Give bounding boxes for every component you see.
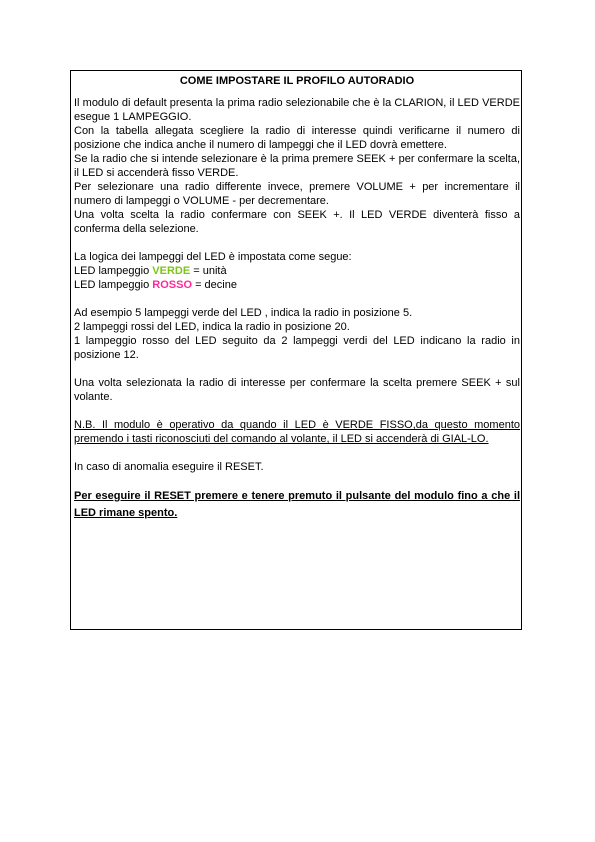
spacer <box>74 292 520 306</box>
intro-line-4: Per selezionare una radio differente invece, premere VOLUME + per incrementare il numero di lampeggi o VOLUME - per decrementare. <box>74 181 520 207</box>
document-frame <box>70 70 522 630</box>
logic-heading: La logica dei lampeggi del LED è impostata come segue: <box>74 251 352 263</box>
logic-red-suffix: = decine <box>192 279 237 291</box>
example-line-3: 1 lampeggio rosso del LED seguito da 2 lampeggi verdi del LED indicano la radio in posizione 12. <box>74 335 520 361</box>
logic-red-word: ROSSO <box>152 279 193 291</box>
confirm-text: Una volta selezionata la radio di interesse per confermare la scelta premere SEEK + sul volante. <box>74 377 520 403</box>
spacer <box>74 474 520 488</box>
logic-red-line <box>74 278 520 292</box>
document-body <box>74 74 520 522</box>
spacer <box>74 446 520 460</box>
logic-green-line <box>74 264 520 278</box>
nb-note: N.B. Il modulo è operativo da quando il LED è VERDE FISSO,da questo momento premendo i tasti riconosciuti del comando al volante, il LED si accenderà di GIAL-LO. <box>74 419 520 445</box>
intro-line-1: Il modulo di default presenta la prima radio selezionabile che è la CLARION, il LED VERDE esegue 1 LAMPEGGIO. <box>74 97 520 123</box>
intro-line-5: Una volta scelta la radio confermare con SEEK +. Il LED VERDE diventerà fisso a conferma della selezione. <box>74 209 520 235</box>
logic-green-suffix: = unità <box>190 265 227 277</box>
intro-line-3: Se la radio che si intende selezionare è la prima premere SEEK + per confermare la scelta, il LED si accenderà fisso VERDE. <box>74 153 520 179</box>
logic-green-word: VERDE <box>152 265 191 277</box>
spacer <box>74 404 520 418</box>
logic-red-prefix: LED lampeggio <box>74 279 153 291</box>
intro-line-2: Con la tabella allegata scegliere la radio di interesse quindi verificarne il numero di posizione che indica anche il numero di lampeggi che il LED dovrà emettere. <box>74 125 520 151</box>
spacer <box>74 362 520 376</box>
spacer <box>74 236 520 250</box>
reset-instruction: Per eseguire il RESET premere e tenere premuto il pulsante del modulo fino a che il LED rimane spento. <box>74 490 520 519</box>
document-title: COME IMPOSTARE IL PROFILO AUTORADIO <box>179 75 415 87</box>
example-line-1: Ad esempio 5 lampeggi verde del LED , indica la radio in posizione 5. <box>74 307 413 319</box>
example-line-2: 2 lampeggi rossi del LED, indica la radio in posizione 20. <box>74 321 350 333</box>
logic-green-prefix: LED lampeggio <box>74 265 153 277</box>
anomaly-text: In caso di anomalia eseguire il RESET. <box>74 461 264 473</box>
